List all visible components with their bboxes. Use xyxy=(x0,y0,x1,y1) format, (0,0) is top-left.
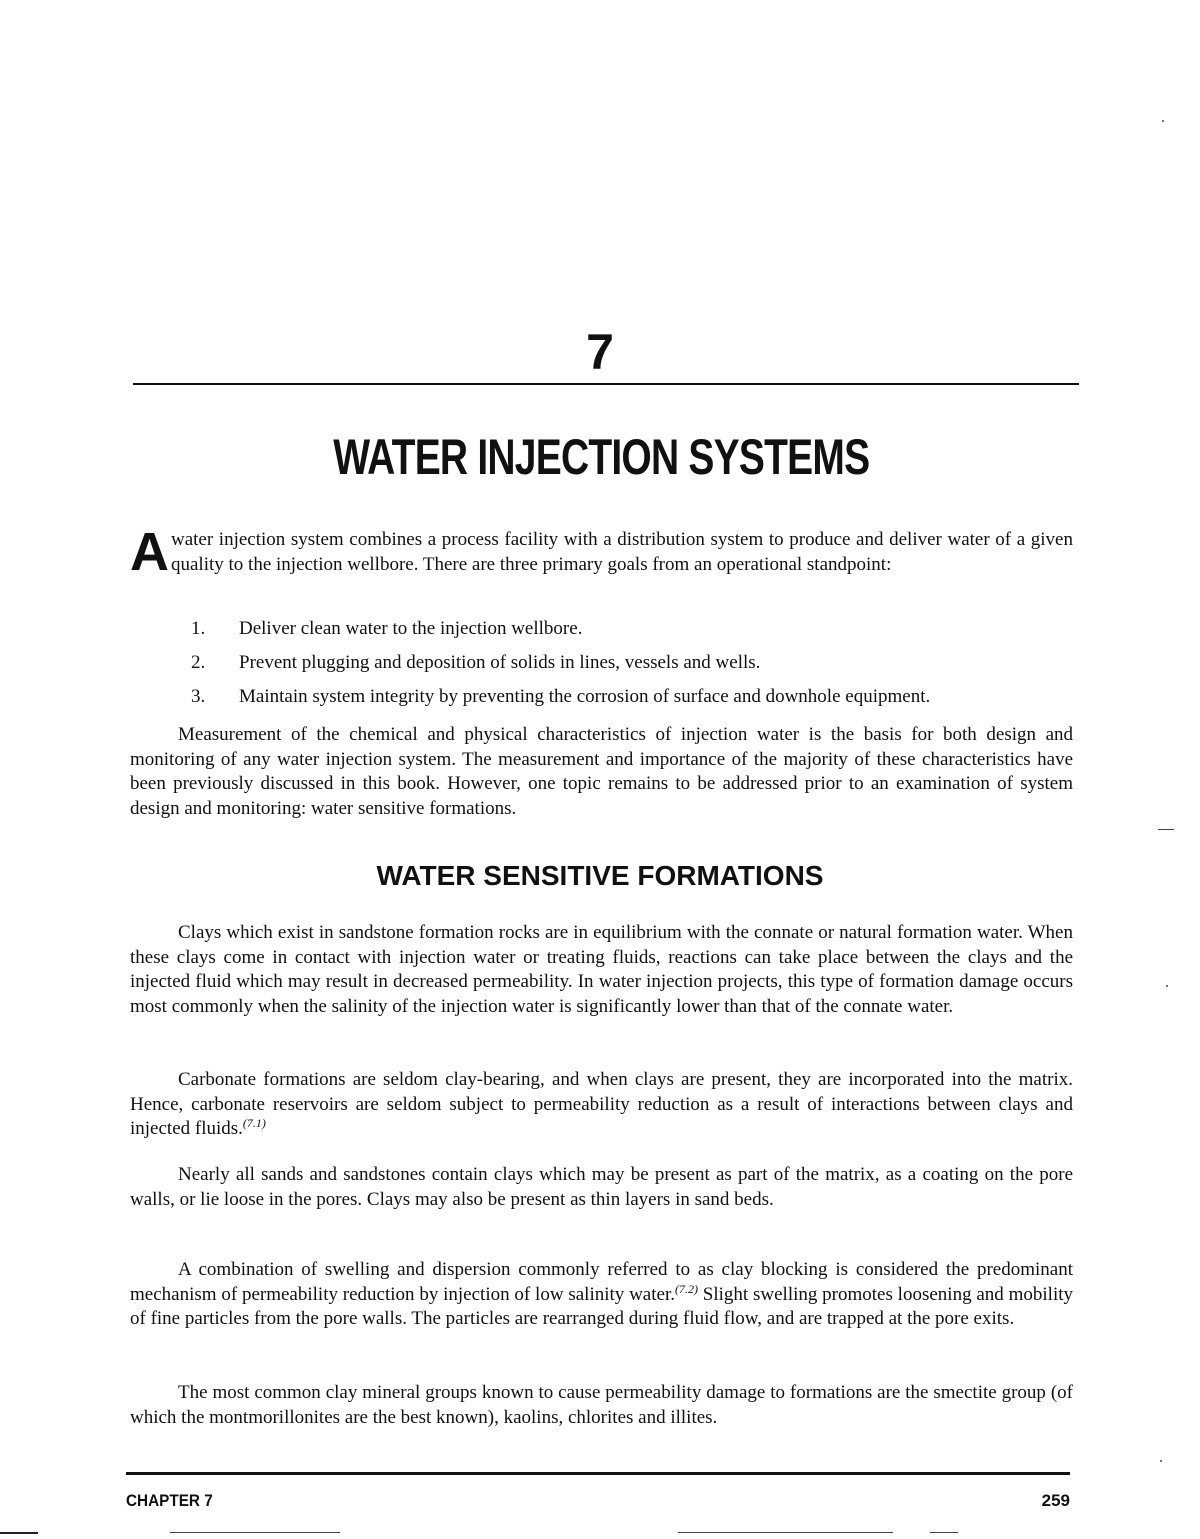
list-text: Deliver clean water to the injection wellbore. xyxy=(239,618,583,639)
paragraph xyxy=(130,1381,1073,1430)
paragraph-text: Measurement of the chemical and physical characteristics of injection water is the basis for both design and monitoring of any water injection system. The measurement and importance of the majority of these characteristics have been previously discussed in this book. However, one topic remains to be addressed prior to an examination of system design and monitoring: water sensitive formations. xyxy=(130,724,1073,819)
page-number: 259 xyxy=(1041,1491,1070,1510)
goals-list xyxy=(191,617,1071,719)
reference-marker: (7.1) xyxy=(242,1116,266,1130)
intro-text: water injection system combines a process facility with a distribution system to produce and deliver water of a given quality to the injection wellbore. There are three primary goals from an operational standpoint: xyxy=(171,529,1073,575)
paragraph-body: Nearly all sands and sandstones contain clays which may be present as part of the matrix, as a coating on the pore walls, or lie loose in the pores. Clays may also be present as thin layers in sand beds. xyxy=(130,1164,1073,1210)
list-number: 2. xyxy=(191,652,206,673)
edge-dot xyxy=(1162,120,1164,122)
reference-marker: (7.2) xyxy=(674,1281,698,1296)
list-text: Maintain system integrity by preventing the corrosion of surface and downhole equipment. xyxy=(239,686,931,707)
paragraph xyxy=(130,1258,1073,1332)
list-item xyxy=(191,651,1071,685)
paragraph-continuation: Slight swelling promotes loosening and mobility of fine particles from the pore walls. The particles are rearranged during fluid flow, and are trapped at the pore exits. xyxy=(130,1283,1073,1329)
scan-mark xyxy=(0,1532,38,1534)
chapter-number: 7 xyxy=(586,324,614,380)
paragraph xyxy=(130,1163,1073,1212)
paragraph-body: Carbonate formations are seldom clay-bearing, and when clays are present, they are incorporated into the matrix. Hence, carbonate reservoirs are seldom subject to permeability reduction as a result of interactions between clays and injected fluids. xyxy=(130,1069,1073,1139)
chapter-title: WATER INJECTION SYSTEMS xyxy=(333,429,870,485)
paragraph xyxy=(130,1068,1073,1142)
list-item xyxy=(191,617,1071,651)
paragraph-body: Clays which exist in sandstone formation rocks are in equilibrium with the connate or natural formation water. When these clays come in contact with injection water or treating fluids, reactions can take place between the clays and the injected fluid which may result in decreased permeability. In water injection projects, this type of formation damage occurs most commonly when the salinity of the injection water is significantly lower than that of the connate water. xyxy=(130,922,1073,1017)
measurement-paragraph xyxy=(130,723,1073,821)
paragraph-text xyxy=(130,1258,1073,1332)
list-text: Prevent plugging and deposition of solids in lines, vessels and wells. xyxy=(239,652,761,673)
edge-dot xyxy=(1160,1460,1162,1462)
paragraph-body: A combination of swelling and dispersion commonly referred to as clay blocking is considered the predominant mechanism of permeability reduction by injection of low salinity water. xyxy=(130,1259,1073,1305)
bottom-rule xyxy=(126,1472,1070,1475)
footer-chapter-label: CHAPTER 7 xyxy=(126,1491,213,1510)
paragraph-body: The most common clay mineral groups known to cause permeability damage to formations are the smectite group (of which the montmorillonites are the best known), kaolins, chlorites and illites. xyxy=(130,1382,1073,1428)
list-number: 1. xyxy=(191,618,206,639)
scan-mark xyxy=(678,1532,893,1533)
scan-mark xyxy=(170,1532,340,1533)
list-item xyxy=(191,685,1071,719)
scan-mark xyxy=(930,1532,958,1533)
paragraph xyxy=(130,921,1073,1019)
section-heading: WATER SENSITIVE FORMATIONS xyxy=(376,860,824,891)
paragraph-text xyxy=(130,1381,1073,1430)
dropcap: A xyxy=(130,522,169,582)
edge-dot xyxy=(1166,985,1168,987)
paragraph-text xyxy=(130,921,1073,1019)
top-rule xyxy=(133,383,1079,385)
paragraph-text xyxy=(130,1163,1073,1212)
intro-paragraph xyxy=(130,522,1073,582)
list-number: 3. xyxy=(191,686,206,707)
paragraph-text xyxy=(130,1068,1073,1142)
scan-mark xyxy=(1158,829,1174,830)
